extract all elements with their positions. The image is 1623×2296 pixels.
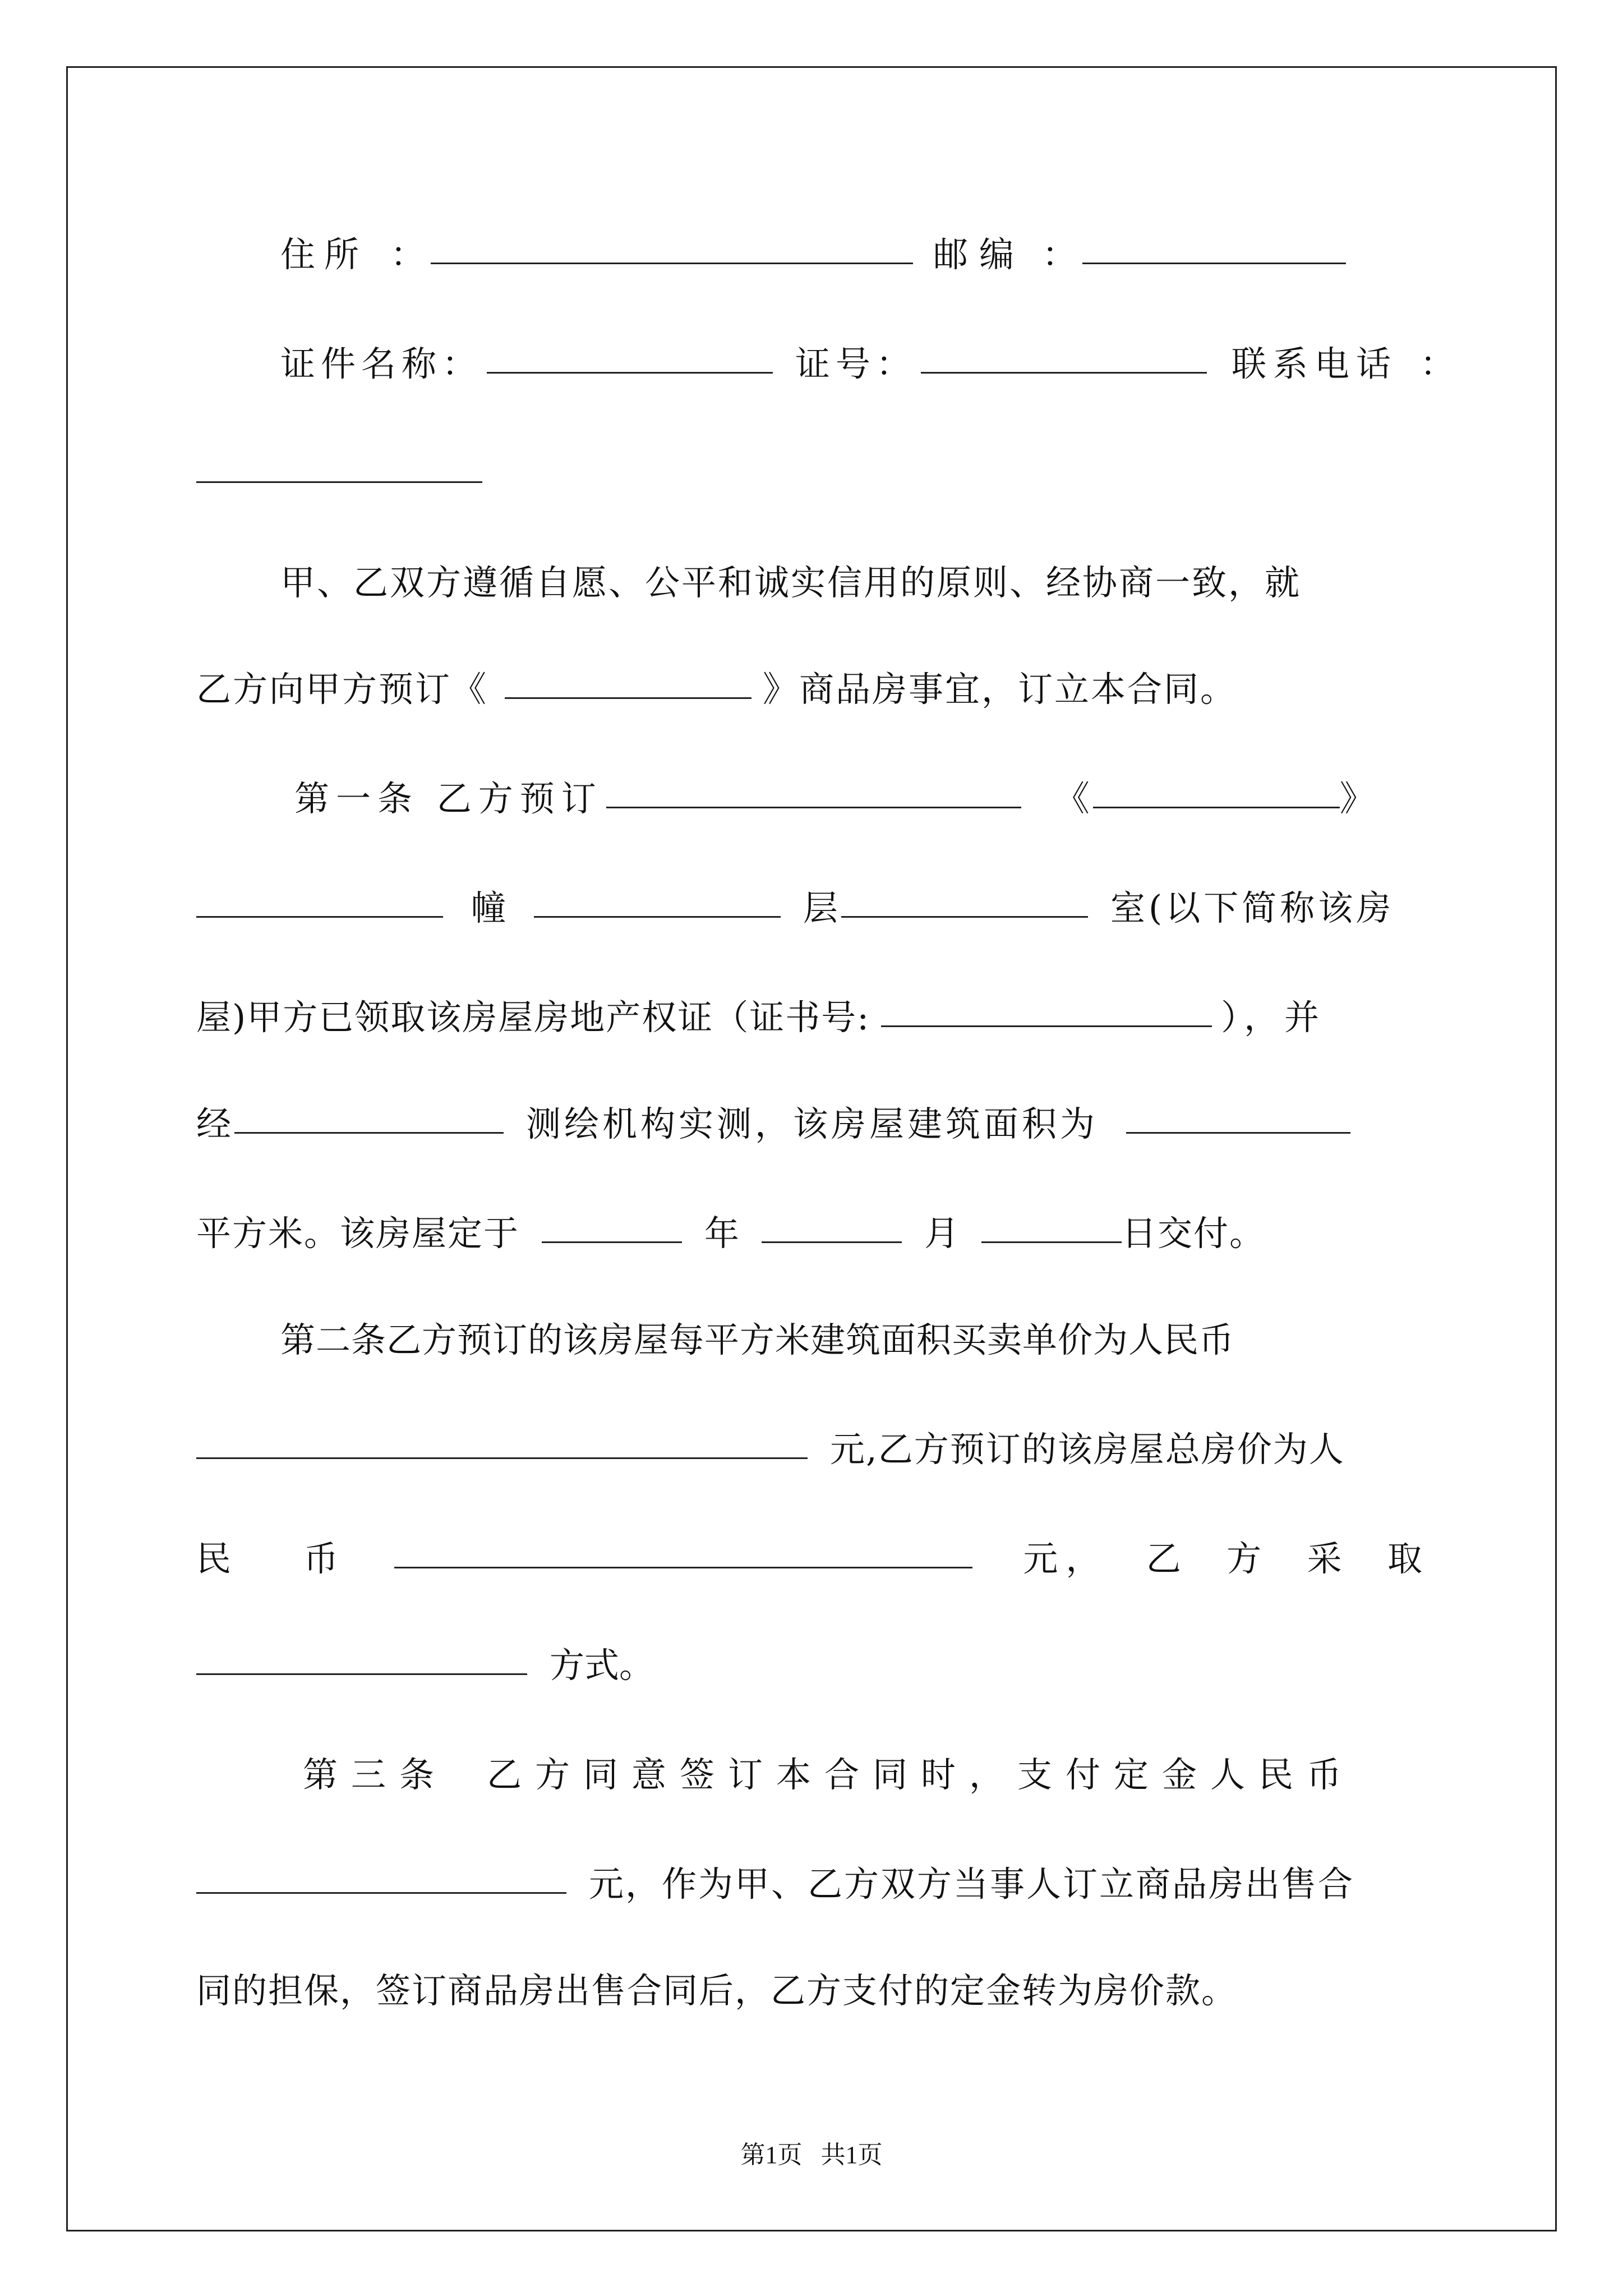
article-1-line-1	[294, 754, 1528, 819]
article-1-text: ），并	[1221, 997, 1325, 1038]
article-2-text: 方式。	[550, 1645, 654, 1686]
id-line	[280, 320, 1514, 384]
payment-method-blank	[196, 1671, 527, 1675]
phone-label: 联系电话	[1232, 343, 1398, 384]
area-blank	[1126, 1130, 1350, 1134]
article-1-line-2	[196, 864, 1430, 926]
page-footer: 第1页 共1页	[740, 2141, 883, 2169]
building-name-blank	[606, 804, 1021, 808]
id-name-label: 证件名称：	[280, 343, 483, 384]
floor-blank	[534, 914, 781, 918]
deposit-blank	[196, 1890, 566, 1894]
residence-line	[280, 210, 1514, 275]
project-name-blank	[505, 695, 751, 699]
intro-text: 乙方向甲方预订《	[196, 669, 488, 710]
colon: ：	[1042, 234, 1077, 275]
phone-blank-line	[196, 429, 1430, 491]
article-1-line-4	[196, 1080, 1430, 1142]
article-1-line-3	[196, 973, 1430, 1038]
article-1-heading: 第一条 乙方预订	[294, 778, 603, 819]
room-blank	[841, 914, 1088, 918]
id-no-label: 证号：	[795, 343, 917, 384]
bracket: 《	[1054, 778, 1090, 819]
article-3-text: 同的担保，签订商品房出售合同后，乙方支付的定金转为房价款。	[196, 1970, 1238, 2011]
total-price-blank	[394, 1565, 972, 1568]
building-unit: 幢	[471, 887, 506, 928]
article-2-text: 元， 乙 方 采 取	[1023, 1538, 1430, 1579]
colon: ：	[390, 234, 426, 275]
postcode-label: 邮编	[933, 234, 1026, 275]
day-blank	[981, 1239, 1122, 1243]
article-2-text: 元,乙方预订的该房屋总房价为人	[830, 1429, 1345, 1470]
residence-blank	[431, 260, 913, 264]
certificate-no-blank	[881, 1023, 1212, 1027]
intro-text: 甲、乙双方遵循自愿、公平和诚实信用的原则、经协商一致，就	[280, 562, 1302, 603]
article-2-heading: 第二条乙方预订的该房屋每平方米建筑面积买卖单价为人民币	[280, 1319, 1235, 1360]
project-blank	[1093, 804, 1340, 808]
id-no-blank	[921, 370, 1207, 374]
year-blank	[542, 1239, 682, 1243]
article-2-line-4	[196, 1621, 1430, 1686]
article-1-text: 屋)甲方已领取该房屋房地产权证（证书号:	[196, 997, 870, 1038]
article-3-heading: 第三条	[303, 1754, 448, 1795]
building-no-blank	[196, 914, 443, 918]
article-2-line-1	[280, 1296, 1514, 1358]
postcode-blank	[1082, 260, 1346, 264]
year-unit: 年	[704, 1213, 740, 1254]
article-2-text: 民 币	[196, 1538, 356, 1579]
room-unit: 室(以下简称该房	[1110, 887, 1395, 928]
intro-text: 》商品房事宜，订立本合同。	[763, 669, 1237, 710]
phone-blank	[196, 479, 482, 483]
article-3-text: 元，作为甲、乙方双方当事人订立商品房出售合	[589, 1864, 1355, 1904]
colon: ：	[1420, 343, 1455, 384]
floor-unit: 层	[803, 887, 838, 928]
month-unit: 月	[924, 1213, 960, 1254]
page-border	[66, 66, 1557, 2231]
article-3-line-1	[303, 1731, 1537, 1795]
article-2-line-2	[196, 1405, 1430, 1470]
survey-agency-blank	[234, 1130, 504, 1134]
intro-line-1	[280, 539, 1514, 603]
article-1-text: 平方米。该房屋定于	[196, 1213, 520, 1254]
article-3-line-2	[196, 1840, 1430, 1902]
intro-line-2	[196, 645, 1430, 710]
article-3-text: 乙方同意签订本合同时，支付定金人民币	[487, 1754, 1355, 1795]
article-3-line-3	[196, 1947, 1430, 2011]
article-1-text: 测绘机构实测，该房屋建筑面积为	[526, 1103, 1099, 1144]
article-2-line-3	[196, 1515, 1430, 1579]
id-name-blank	[487, 370, 773, 374]
article-1-line-5	[196, 1189, 1430, 1254]
unit-price-blank	[196, 1455, 808, 1459]
month-blank	[762, 1239, 902, 1243]
bracket: 》	[1339, 778, 1375, 819]
residence-label: 住所	[280, 234, 368, 275]
day-unit: 日交付。	[1122, 1213, 1266, 1254]
article-1-text: 经	[196, 1103, 232, 1144]
